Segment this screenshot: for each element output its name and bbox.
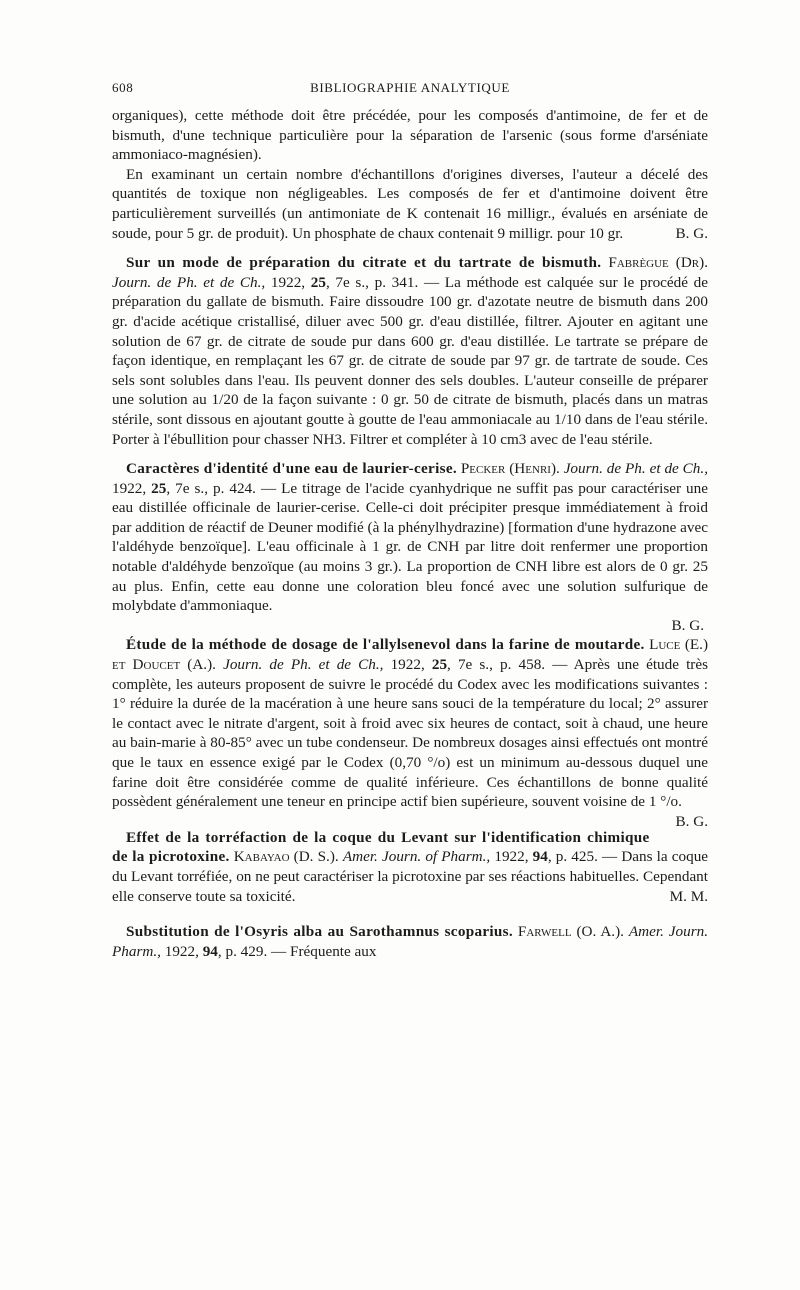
- article-signature: M. M.: [669, 887, 708, 905]
- article-journal: Journ. de Ph. et de Ch.,: [112, 273, 266, 291]
- article-2: Étude de la méthode de dosage de l'allylsenevol dans la farine de moutarde. Luce (E.) et Doucet (A.). Journ. de Ph. et de Ch., 1922, 25, 7e s., p. 458. — Après une étude très complète, les auteurs proposent de suivre le procédé du Codex avec les modifications suivantes : 1° réduire la durée de la macération à une heure sans souci de la température du local; 2° assurer le contact avec le nitrate d'argent, soit à froid avec six heures de contact, soit à chaud, une heure au bain-marie à 80-85° avec un tube condenseur. De nombreux dosages ainsi effectués ont montré que le taux en essence exigé par le Codex (0,70 °/o) est un minimum au-dessous duquel une farine doit être considérée comme de qualité inférieure. Ces échantillons de bonne qualité possèdent généralement une teneur en principe actif bien supérieure, souvent voisine de 1 °/o. B. G.: [112, 636, 709, 830]
- article-author: Luce (E.) et Doucet (A.).: [112, 636, 709, 674]
- article-title: Sur un mode de préparation du citrate et du tartrate de bismuth.: [126, 254, 602, 272]
- article-volume: 94: [202, 942, 218, 960]
- article-volume: 25: [431, 656, 448, 674]
- article-4: Substitution de l'Osyris alba au Sarothamnus scoparius. Farwell (O. A.). Amer. Journ. Pharm., 1922, 94, p. 429. — Fréquente aux: [112, 923, 709, 960]
- article-body: — Fréquente aux: [267, 942, 377, 960]
- article-signature: B. G.: [671, 616, 704, 634]
- page-number: 608: [112, 80, 134, 95]
- article-journal: Amer. Journ. Pharm.,: [112, 923, 709, 960]
- article-title: Substitution de l'Osyris alba au Sarothamnus scoparius.: [126, 923, 513, 941]
- running-title: BIBLIOGRAPHIE ANALYTIQUE: [310, 80, 510, 95]
- article-body: — La méthode est calquée sur le procédé de préparation du gallate de bismuth. Faire dissoudre 100 gr. d'azotate neutre de bismuth dans 200 gr. d'acide acétique cristallisé, diluer avec 500 gr. d'eau distillée, filtrer. Ajouter en agitant une solution de 67 gr. de citrate de soude pur dans 600 gr. d'eau distillée. Le tartrate se prépare de façon identique, en remplaçant les 67 gr. de citrate de soude par 97 gr. de tartrate de soude. Ces sels sont solubles dans l'eau. Ils peuvent donner des sels doubles. L'auteur conseille de préparer une solution au 1/20 de la façon suivante : 0 gr. 50 de citrate de bismuth, placés dans un matras stérile, sont dissous en ajoutant goutte à goutte de l'eau ammoniacale au 1/10 dans de l'eau stérile. Porter à l'ébullition pour chasser NH3. Filtrer et compléter à 10 cm3 avec de l'eau stérile.: [112, 273, 709, 448]
- article-3: Effet de la torréfaction de la coque du Levant sur l'identification chimique de la picrotoxine. Kabayao (D. S.). Amer. Journ. of Pharm., 1922, 94, p. 425. — Dans la coque du Levant torréfiée, on ne peut caractériser la picrotoxine par ses réactions habituelles. Cependant elle conserve toute sa toxicité. M. M.: [112, 828, 709, 905]
- article-body: — Après une étude très complète, les auteurs proposent de suivre le procédé du Codex avec les modifications suivantes : 1° réduire la durée de la macération à une heure sans souci de la température du local; 2° assurer le contact avec le nitrate d'argent, soit à froid avec six heures de contact, soit à chaud, une heure au bain-marie à 80-85° avec un tube condenseur. De nombreux dosages ainsi effectués ont montré que le taux en essence exigé par le Codex (0,70 °/o) est un minimum au-dessous duquel une farine doit être considérée comme de qualité inférieure. Ces échantillons de bonne qualité possèdent généralement une teneur en principe actif bien supérieure, souvent voisine de 1 °/o.: [112, 656, 708, 811]
- article-author: Farwell (O. A.).: [517, 923, 624, 941]
- article-journal: Journ. de Ph. et de Ch.,: [223, 656, 384, 674]
- article-author: Kabayao (D. S.).: [233, 848, 339, 866]
- article-volume: 25: [151, 479, 167, 497]
- article-volume: 94: [532, 848, 548, 866]
- intro-paragraph-2: En examinant un certain nombre d'échantillons d'origines diverses, l'auteur a décelé des quantités de toxique non négligeables. Les composés de fer et d'antimoine doivent être particulièrement surveillés (un antimoniate de K contenait 16 milligr., évalués en arséniate de soude, pour 5 gr. de produit). Un phosphate de chaux contenait 9 milligr. pour 10 gr. B. G.: [112, 165, 708, 242]
- article-body: — Le titrage de l'acide cyanhydrique ne suffit pas pour caractériser une eau distillée officinale de laurier-cerise. Celle-ci doit précipiter presque immédiatement à froid par addition de réactif de Deuner modifié (à la phénylhydrazine) [formation d'une hydrazone avec l'aldéhyde benzoïque]. L'eau officinale à 1 gr. de CNH par litre doit renfermer une proportion notable d'aldéhyde benzoïque (au moins 3 gr.). La proportion de CNH libre est alors de 0 gr. 25 au plus. Enfin, cette eau donne une coloration bleu foncé avec une solution sulfurique de molybdate d'ammoniaque.: [112, 479, 708, 615]
- article-signature: B. G.: [675, 812, 708, 830]
- article-title: Effet de la torréfaction de la coque du Levant sur l'identification chimique de la picrotoxine.: [112, 828, 650, 866]
- article-1: Caractères d'identité d'une eau de laurier-cerise. Pecker (Henri). Journ. de Ph. et de Ch., 1922, 25, 7e s., p. 424. — Le titrage de l'acide cyanhydrique ne suffit pas pour caractériser une eau distillée officinale de laurier-cerise. Celle-ci doit précipiter presque immédiatement à froid par addition de réactif de Deuner modifié (à la phénylhydrazine) [formation d'une hydrazone avec l'aldéhyde benzoïque]. L'eau officinale à 1 gr. de CNH par litre doit renfermer une proportion notable d'aldéhyde benzoïque (au moins 3 gr.). La proportion de CNH libre est alors de 0 gr. 25 au plus. Enfin, cette eau donne une coloration bleu foncé avec une solution sulfurique de molybdate d'ammoniaque. B. G.: [112, 460, 708, 634]
- article-body: — Dans la coque du Levant torréfiée, on ne peut caractériser la picrotoxine par ses réactions habituelles. Cependant elle conserve toute sa toxicité.: [112, 848, 709, 905]
- article-0: Sur un mode de préparation du citrate et du tartrate de bismuth. Fabrègue (Dr). Journ. de Ph. et de Ch., 1922, 25, 7e s., p. 341. — La méthode est calquée sur le procédé de préparation du gallate de bismuth. Faire dissoudre 100 gr. d'azotate neutre de bismuth dans 200 gr. d'acide acétique cristallisé, diluer avec 500 gr. d'eau distillée, filtrer. Ajouter en agitant une solution de 67 gr. de citrate de soude pur dans 600 gr. d'eau distillée. Le tartrate se prépare de façon identique, en remplaçant les 67 gr. de citrate de soude par 97 gr. de tartrate de soude. Ces sels sont solubles dans l'eau. Ils peuvent donner des sels doubles. L'auteur conseille de préparer une solution au 1/20 de la façon suivante : 0 gr. 50 de citrate de bismuth, placés dans un matras stérile, sont dissous en ajoutant goutte à goutte de l'eau ammoniacale au 1/10 dans de l'eau stérile. Porter à l'ébullition pour chasser NH3. Filtrer et compléter à 10 cm3 avec de l'eau stérile.: [112, 254, 709, 448]
- article-author: Pecker (Henri).: [460, 460, 560, 478]
- intro-signature: B. G.: [675, 224, 708, 242]
- running-header: [112, 80, 708, 106]
- article-author: Fabrègue (Dr).: [608, 254, 708, 272]
- page: [112, 80, 708, 961]
- article-journal: Amer. Journ. of Pharm.,: [342, 848, 491, 866]
- article-journal: Journ. de Ph. et de Ch.,: [563, 460, 708, 478]
- intro-paragraph: organiques), cette méthode doit être précédée, pour les composés d'antimoine, de fer et de bismuth, d'une technique particulière pour la séparation de l'arsenic (sous forme d'arséniate ammoniaco-magnésien).: [112, 107, 708, 164]
- article-title: Étude de la méthode de dosage de l'allylsenevol dans la farine de moutarde.: [126, 636, 645, 654]
- article-volume: 25: [310, 273, 326, 291]
- article-title: Caractères d'identité d'une eau de laurier-cerise.: [126, 460, 457, 478]
